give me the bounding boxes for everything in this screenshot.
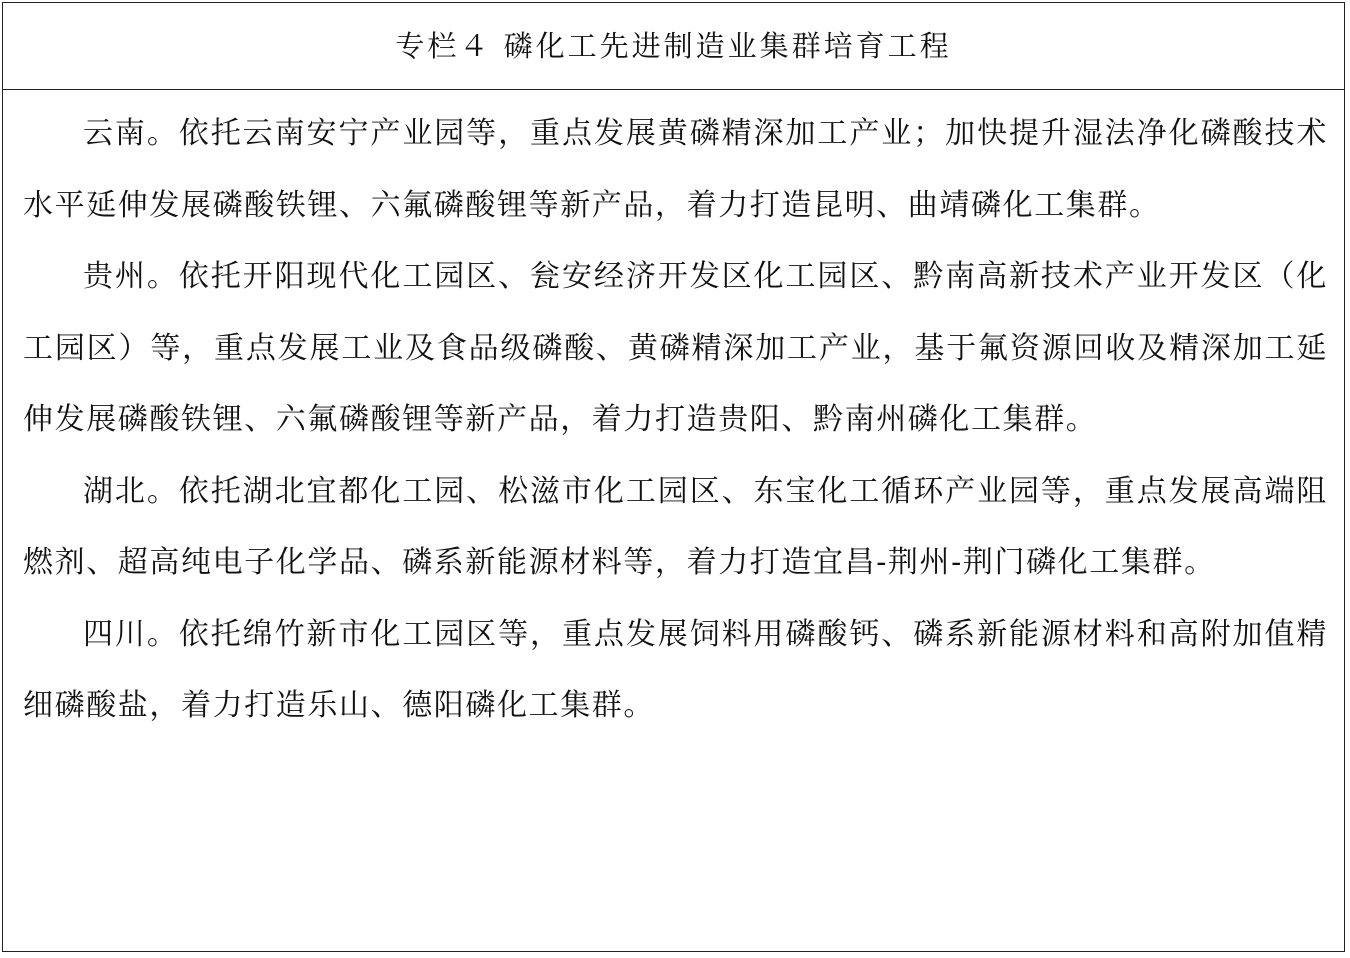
paragraph-sichuan <box>23 599 1328 742</box>
region-name: 湖北。 <box>83 473 179 509</box>
column-content <box>3 90 1344 742</box>
paragraph-text: 依托开阳现代化工园区、瓮安经济开发区化工园区、黔南高新技术产业开发区（化工园区）等，重点发展工业及食品级磷酸、黄磷精深加工产业，基于氟资源回收及精深加工延伸发展磷酸铁锂、六氟磷酸锂等新产品，着力打造贵阳、黔南州磷化工集群。 <box>23 259 1328 437</box>
region-name: 贵州。 <box>83 259 179 294</box>
paragraph-hubei <box>23 456 1328 599</box>
paragraph-guizhou <box>23 241 1328 456</box>
region-name: 四川。 <box>83 616 179 652</box>
column-title: 专栏４ 磷化工先进制造业集群培育工程 <box>395 28 952 63</box>
region-name: 云南。 <box>83 116 179 151</box>
paragraph-text: 依托云南安宁产业园等，重点发展黄磷精深加工产业；加快提升湿法净化磷酸技术水平延伸发展磷酸铁锂、六氟磷酸锂等新产品，着力打造昆明、曲靖磷化工集群。 <box>23 116 1328 223</box>
title-row <box>3 3 1344 90</box>
column-box <box>2 2 1345 952</box>
paragraph-text: 依托绵竹新市化工园区等，重点发展饲料用磷酸钙、磷系新能源材料和高附加值精细磷酸盐，着力打造乐山、德阳磷化工集群。 <box>23 616 1328 723</box>
paragraph-text: 依托湖北宜都化工园、松滋市化工园区、东宝化工循环产业园等，重点发展高端阻燃剂、超高纯电子化学品、磷系新能源材料等，着力打造宜昌-荆州-荆门磷化工集群。 <box>23 473 1328 580</box>
paragraph-yunnan <box>23 98 1328 241</box>
